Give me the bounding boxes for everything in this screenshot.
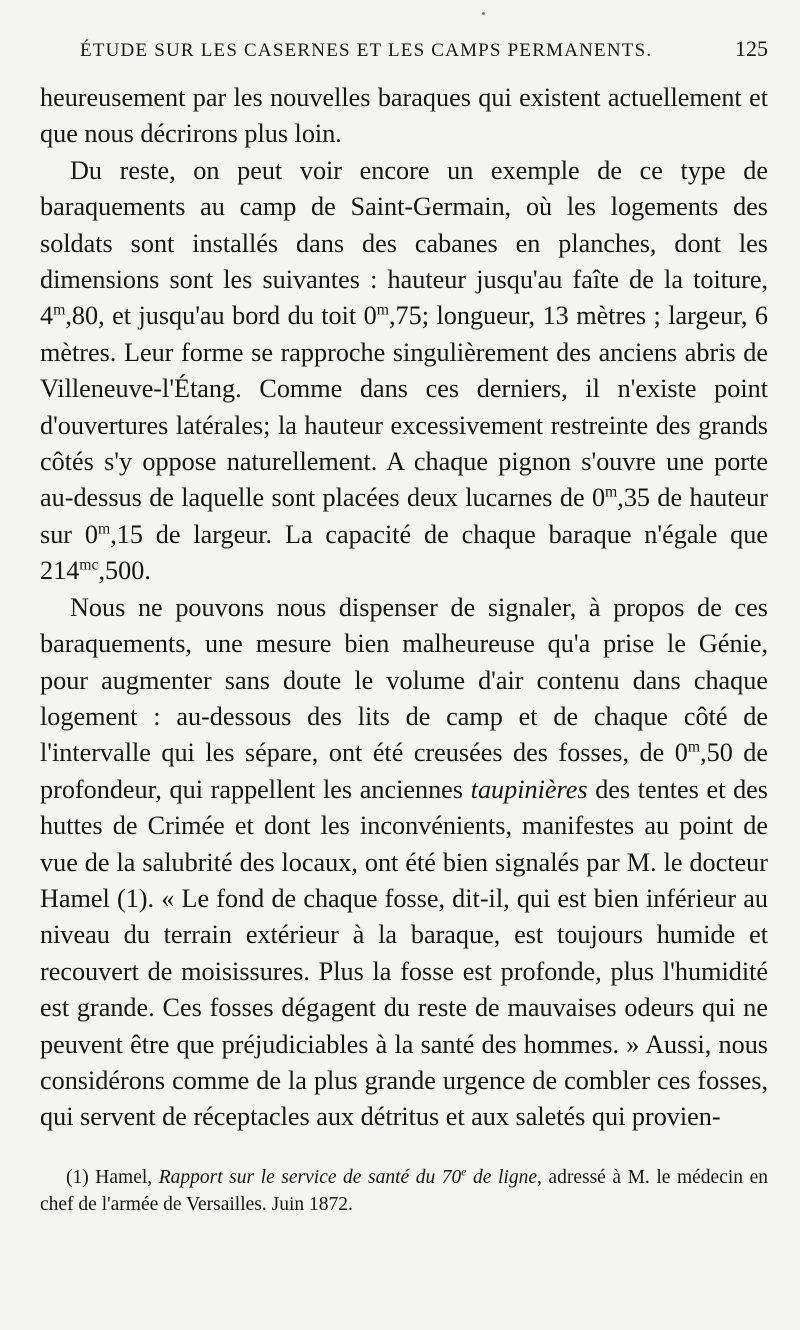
text-run: Du reste, on peut voir encore un exemple de ce type de baraquements au camp de Saint-Germain, où les logements des soldats sont installés dans des cabanes en planches, dont les dimensions sont les suivantes : hauteur jusqu'au faîte de la toiture, 4 [40, 155, 768, 331]
footnote-text: , adressé à M. le médecin en chef de l'armée de Versailles. Juin 1872. [40, 1166, 768, 1215]
text-run: ,15 de largeur. La capacité de chaque baraque n'égale que 214 [40, 519, 768, 586]
italic-term: taupinières [470, 774, 588, 804]
text-run: ,35 de hauteur sur 0 [40, 483, 768, 549]
text-run: ,75; longueur, 13 mètres ; largeur, 6 mètres. Leur forme se rapproche singulièrement des anciens abris de Villeneuve-l'Étang. Comme dans ces derniers, il n'existe point d'ouvertures latérales; la hauteur excessivement restreinte des grands côtés s'y oppose naturellement. A chaque pignon s'ouvre une porte au-dessus de laquelle sont placées deux lucarnes de 0 [40, 301, 768, 513]
footnote-title: de ligne [466, 1166, 537, 1188]
unit-superscript: m [687, 738, 701, 756]
book-page [40, 36, 768, 1306]
unit-superscript: m [53, 301, 66, 319]
scan-speck [482, 12, 485, 15]
footnote-superscript: e [461, 1165, 467, 1179]
text-run: des tentes et des huttes de Crimée et dont les inconvénients, manifestes au point de vue de la salubrité des locaux, ont été bien signalés par M. le docteur Hamel (1). « Le fond de chaque fosse, dit-il, qui est bien inférieur au niveau du terrain extérieur à la baraque, est toujours humide et recouvert de moisissures. Plus la fosse est profonde, plus l'humidité est grande. Ces fosses dégagent du reste de mauvaises odeurs qui ne peuvent être que préjudiciables à la santé des hommes. » Aussi, nous considérons comme de la plus grande urgence de combler ces fosses, qui servent de réceptacles aux détritus et aux saletés qui provien- [40, 774, 768, 1132]
unit-superscript: m [376, 301, 389, 319]
footnote-text: (1) Hamel, [66, 1166, 159, 1188]
body-text [40, 80, 768, 1136]
unit-superscript: m [97, 520, 111, 538]
footnote [40, 1164, 768, 1218]
text-run: Nous ne pouvons nous dispenser de signaler, à propos de ces baraquements, une mesure bien malheureuse qu'a prise le Génie, pour augmenter sans doute le volume d'air contenu dans chaque logement : au-dessous des lits de camp et de chaque côté de l'intervalle qui les sépare, ont été creusées des fosses, de 0 [40, 592, 768, 768]
footnote-title: Rapport sur le service de santé du 70 [158, 1166, 462, 1188]
page-number: 125 [735, 36, 768, 61]
text-run: ,50 de profondeur, qui rappellent les anciennes [40, 738, 768, 804]
paragraph-text: heureusement par les nouvelles baraques qui existent actuellement et que nous décrirons plus loin. [40, 83, 768, 149]
running-title: ÉTUDE SUR LES CASERNES ET LES CAMPS PERMANENTS. [80, 40, 653, 61]
text-run: ,500. [98, 556, 151, 586]
text-run: ,80, et jusqu'au bord du toit 0 [65, 301, 377, 331]
running-header [40, 36, 768, 80]
unit-superscript: mc [79, 556, 99, 574]
paragraph-saint-germain [40, 153, 768, 590]
paragraph-continued [40, 80, 768, 153]
unit-superscript: m [605, 483, 618, 501]
paragraph-fosses [40, 590, 768, 1136]
